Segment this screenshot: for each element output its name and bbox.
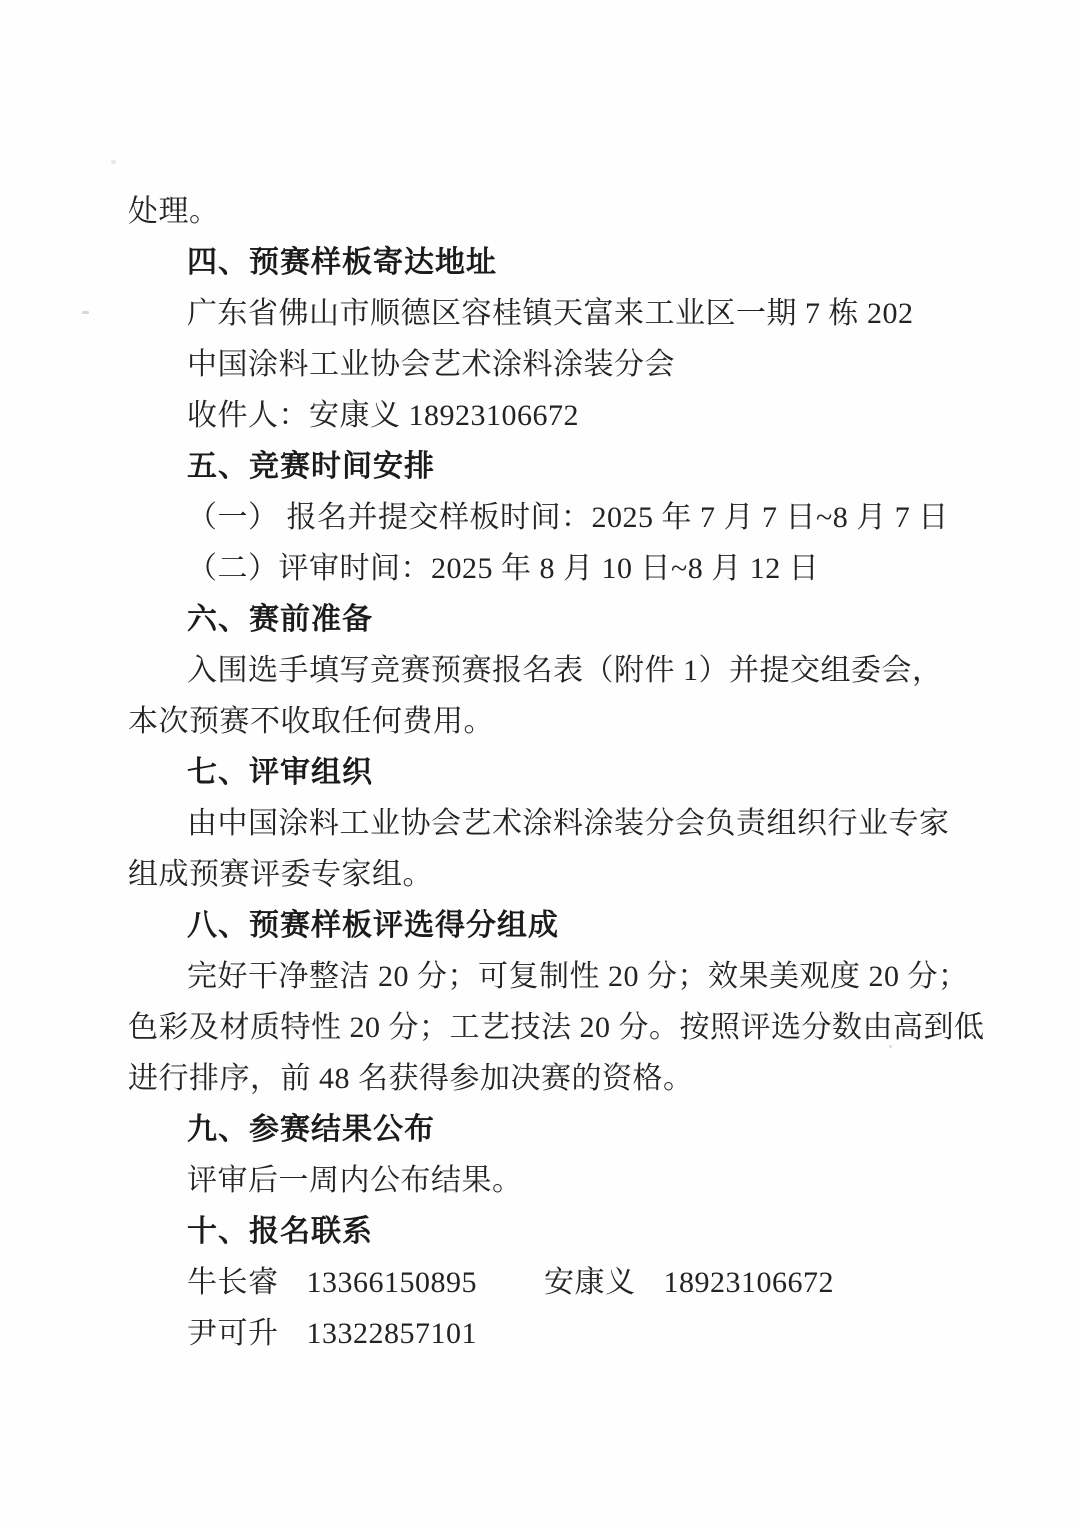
section-heading-8: 八、预赛样板评选得分组成	[187, 909, 559, 942]
jury-line-1: 由中国涂料工业协会艺术涂料涂装分会负责组织行业专家	[187, 807, 950, 840]
paragraph-tail: 处理。	[128, 195, 220, 228]
scoring-line-2: 色彩及材质特性 20 分；工艺技法 20 分。按照评选分数由高到低	[128, 1011, 985, 1044]
section-heading-6: 六、赛前准备	[187, 603, 373, 636]
scoring-line-1: 完好干净整洁 20 分；可复制性 20 分；效果美观度 20 分；	[187, 960, 969, 993]
contact-name: 尹可升	[187, 1317, 279, 1350]
contact-phone: 13322857101	[306, 1317, 477, 1350]
schedule-item-1: （一） 报名并提交样板时间：2025 年 7 月 7 日~8 月 7 日	[187, 501, 949, 534]
section-heading-7: 七、评审组织	[187, 756, 373, 789]
contact-entry	[187, 1308, 477, 1359]
address-line: 广东省佛山市顺德区容桂镇天富来工业区一期 7 栋 202	[187, 297, 914, 330]
section-heading-10: 十、报名联系	[187, 1215, 373, 1248]
contact-phone: 13366150895	[306, 1266, 477, 1299]
preparation-line-1: 入围选手填写竞赛预赛报名表（附件 1）并提交组委会，	[187, 654, 943, 687]
scoring-line-3: 进行排序，前 48 名获得参加决赛的资格。	[128, 1062, 694, 1095]
schedule-item-2: （二）评审时间：2025 年 8 月 10 日~8 月 12 日	[187, 552, 820, 585]
contact-row	[128, 1257, 958, 1308]
preparation-line-2: 本次预赛不收取任何费用。	[128, 705, 494, 738]
scan-speck	[82, 311, 89, 314]
section-heading-9: 九、参赛结果公布	[187, 1113, 435, 1146]
contact-entry	[187, 1257, 477, 1308]
scan-speck	[111, 160, 116, 164]
contact-name: 牛长睿	[187, 1266, 279, 1299]
jury-line-2: 组成预赛评委专家组。	[128, 858, 433, 891]
results-line: 评审后一周内公布结果。	[187, 1164, 523, 1197]
contact-name: 安康义	[544, 1266, 636, 1299]
contact-row	[128, 1308, 958, 1359]
document-body	[128, 186, 985, 1359]
section-heading-4: 四、预赛样板寄达地址	[187, 246, 497, 279]
section-heading-5: 五、竞赛时间安排	[187, 450, 435, 483]
contact-entry	[544, 1257, 834, 1308]
recipient-line: 收件人：安康义 18923106672	[187, 399, 579, 432]
contact-phone: 18923106672	[663, 1266, 834, 1299]
organization-line: 中国涂料工业协会艺术涂料涂装分会	[187, 348, 675, 381]
